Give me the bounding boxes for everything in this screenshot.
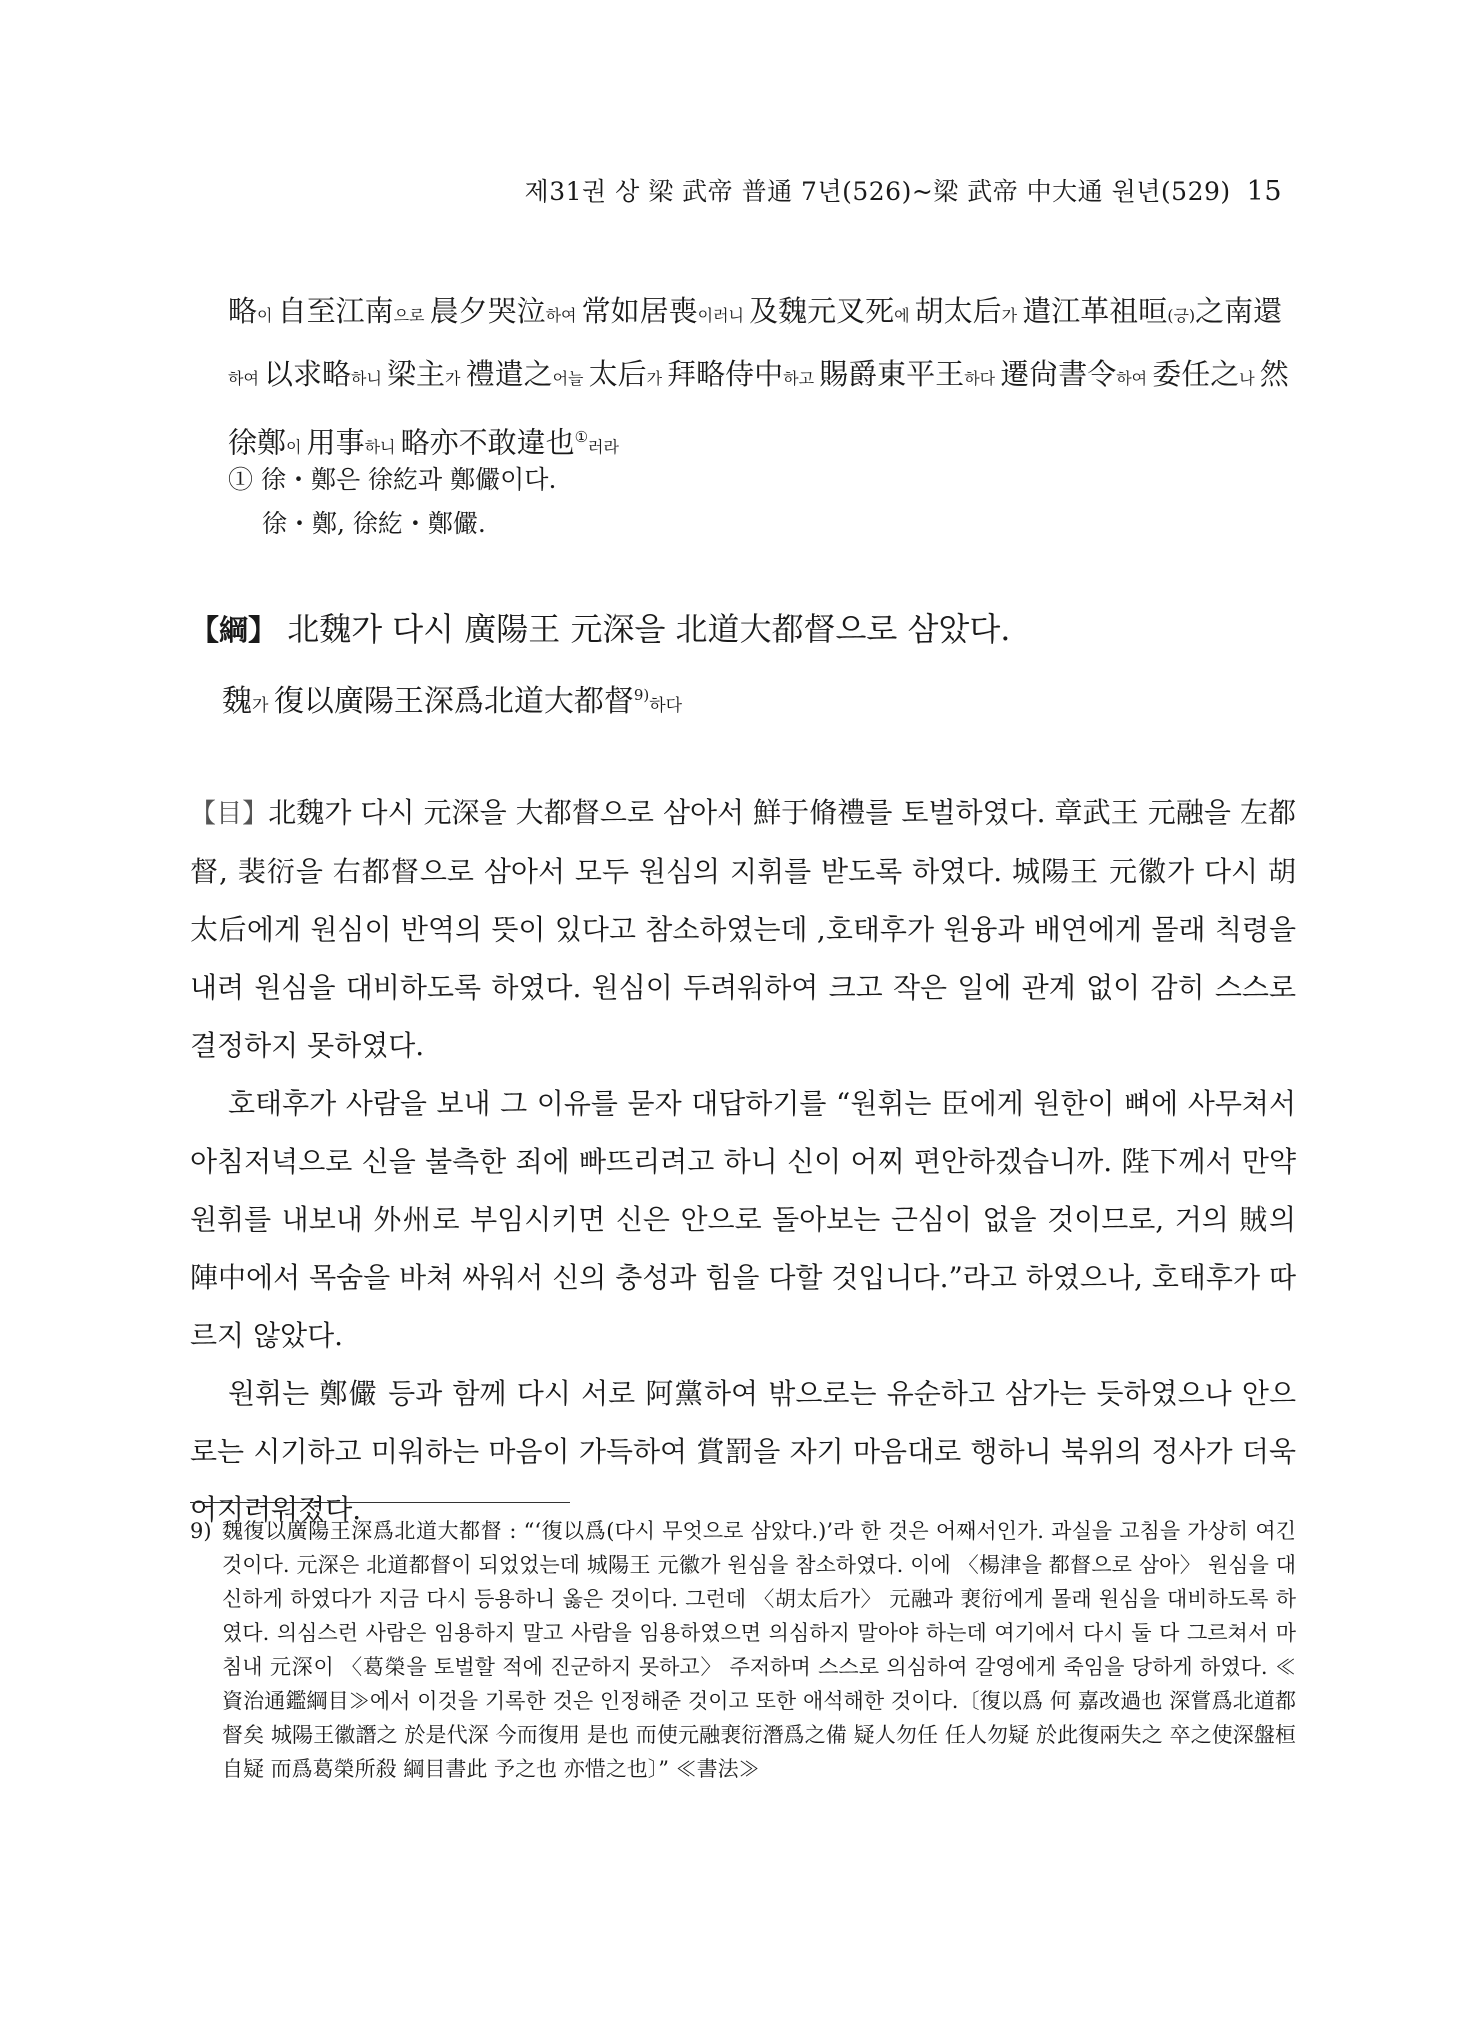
tok-particle: 가 [445,369,466,388]
footnote-9 [190,1514,1296,1786]
han-segment: 拜略侍中 [667,357,784,391]
han-segment: 然徐鄭 [228,357,1289,460]
han-segment: 委任之 [1152,357,1240,391]
han-segment: 及魏元叉死 [749,294,895,328]
mok-paragraph-3: 원휘는 鄭儼 등과 함께 다시 서로 阿黨하여 밖으로는 유순하고 삼가는 듯하였으나 안으로는 시기하고 미워하는 마음이 가득하여 賞罰을 자기 마음대로 행하니 북위의 정사가 더욱 어지러워졌다. [190,1377,1296,1526]
tok-particle: 하여 [228,369,264,388]
tok-particle: 러라 [588,437,619,457]
tok-particle: 하고 [783,369,820,388]
han-segment: 以求略 [264,357,352,391]
gang-sub-han-1: 魏 [222,684,252,719]
tok-particle: 에 [894,306,915,325]
han-segment: 禮遣之 [465,357,553,391]
tok-particle: 이 [286,437,307,457]
tok-particle: 가 [1001,306,1023,325]
han-segment: 自至江南 [277,294,394,328]
running-head-title: 제31권 상 梁 武帝 普通 7년(526)~梁 武帝 中大通 원년(529) [524,177,1231,206]
mok-paragraph-1 [190,784,1296,1075]
han-segment: 賜爵東平王 [819,357,965,391]
gang-text: 北魏가 다시 廣陽王 元深을 北道大都督으로 삼았다. [287,610,1011,648]
running-head [525,172,1282,208]
mok-paragraph-2: 호태후가 사람을 보내 그 이유를 묻자 대답하기를 “원휘는 臣에게 원한이 뼈에 사무쳐서 아침저녁으로 신을 불측한 죄에 빠뜨리려고 하니 신이 어찌 편안하겠습니까. 陛下께서 만약 원휘를 내보내 外州로 부임시키면 신은 안으로 돌아보는 근심이 없을 것이므로, 거의 賊의 陣中에서 목숨을 바쳐 싸워서 신의 충성과 힘을 다할 것입니다.”라고 하였으나, 호태후가 따르지 않았다. [190,1087,1296,1352]
tok-particle: 나 [1239,369,1260,388]
gang-heading [190,604,1290,650]
tok-particle: 하여 [1116,369,1153,388]
han-segment: 遣江革祖晅 [1022,294,1168,328]
tok-particle: 하여 [545,306,582,325]
tok-particle: 가 [646,369,668,388]
classical-chinese-paragraph [228,282,1294,477]
circle-note-line-2: 徐・鄭, 徐紇・鄭儼. [262,509,486,538]
gang-classical-line [222,676,1288,720]
han-segment: 胡太后 [914,294,1002,328]
han-segment: 用事 [306,425,365,460]
tok-particle: 으로 [393,306,430,325]
han-segment: 遷尙書令 [1000,357,1117,391]
mok-section [190,784,1296,1539]
gang-sub-tok-1: 가 [252,696,274,716]
footnote-text: 魏復以廣陽王深爲北道大都督 : “‘復以爲(다시 무엇으로 삼았다.)’라 한 것은 어째서인가. 과실을 고침을 가상히 여긴 것이다. 元深은 北道都督이 되었었는데 城陽王 元徽가 원심을 참소하였다. 이에 〈楊津을 都督으로 삼아〉 원심을 대신하게 하였다가 지금 다시 등용하니 옳은 것이다. 그런데 〈胡太后가〉 元融과 裵衍에게 몰래 원심을 대비하도록 하였다. 의심스런 사람은 임용하지 말고 사람을 임용하였으면 의심하지 말아야 하는데 여기에서 다시 둘 다 그르쳐서 마침내 元深이 〈葛榮을 토벌할 적에 진군하지 못하고〉 주저하며 스스로 의심하여 갈영에게 죽임을 당하게 하였다. ≪資治通鑑綱目≫에서 이것을 기록한 것은 인정해준 것이고 또한 애석해한 것이다.〔復以爲 何 嘉改過也 深嘗爲北道都督矣 城陽王徽譖之 於是代深 今而復用 是也 而使元融裵衍潛爲之備 疑人勿任 任人勿疑 於此復兩失之 卒之使深盤桓自疑 而爲葛榮所殺 綱目書此 予之也 亦惜之也〕” ≪書法≫ [222,1519,1296,1781]
tok-particle: 이 [257,306,278,325]
han-segment: 太后 [588,357,647,391]
circle-note-mark: ① [574,428,589,446]
han-segment: 之南還 [1195,294,1283,328]
tok-particle: 하다 [964,369,1001,388]
gang-tag: 【綱】 [190,613,278,647]
tok-particle: 이러니 [697,306,750,325]
page-number: 15 [1246,176,1282,207]
tok-particle: 어늘 [552,369,589,388]
footnote-label: 9) [190,1519,212,1543]
gang-sub-tok-2: 하다 [649,696,683,716]
han-segment: 梁主 [387,357,446,391]
footnote-ref-9: 9) [633,686,650,704]
han-segment: 晨夕哭泣 [429,294,546,328]
han-segment: 略亦不敢違也 [400,425,575,460]
tok-particle: 하니 [351,369,388,388]
gang-sub-han-2: 復以廣陽王深爲北道大都督 [273,684,634,719]
tok-particle: (긍) [1167,306,1196,325]
mok-paragraph-1-text: 北魏가 다시 元深을 大都督으로 삼아서 鮮于脩禮를 토벌하였다. 章武王 元融을 左都督, 裴衍을 右都督으로 삼아서 모두 원심의 지휘를 받도록 하였다. 城陽王 元徽가 다시 胡太后에게 원심이 반역의 뜻이 있다고 참소하였는데 ,호태후가 원융과 배연에게 몰래 칙령을 내려 원심을 대비하도록 하였다. 원심이 두려워하여 크고 작은 일에 관계 없이 감히 스스로 결정하지 못하였다. [190,796,1296,1062]
han-segment: 略 [228,294,258,328]
circle-note [228,458,1294,546]
footnote-divider [190,1502,570,1503]
han-segment: 常如居喪 [581,294,698,328]
tok-particle: 하니 [364,437,401,457]
mok-tag: 【目】 [190,799,269,829]
circle-note-line-1: ① 徐・鄭은 徐紇과 鄭儼이다. [228,465,557,494]
classical-text [228,282,1294,477]
